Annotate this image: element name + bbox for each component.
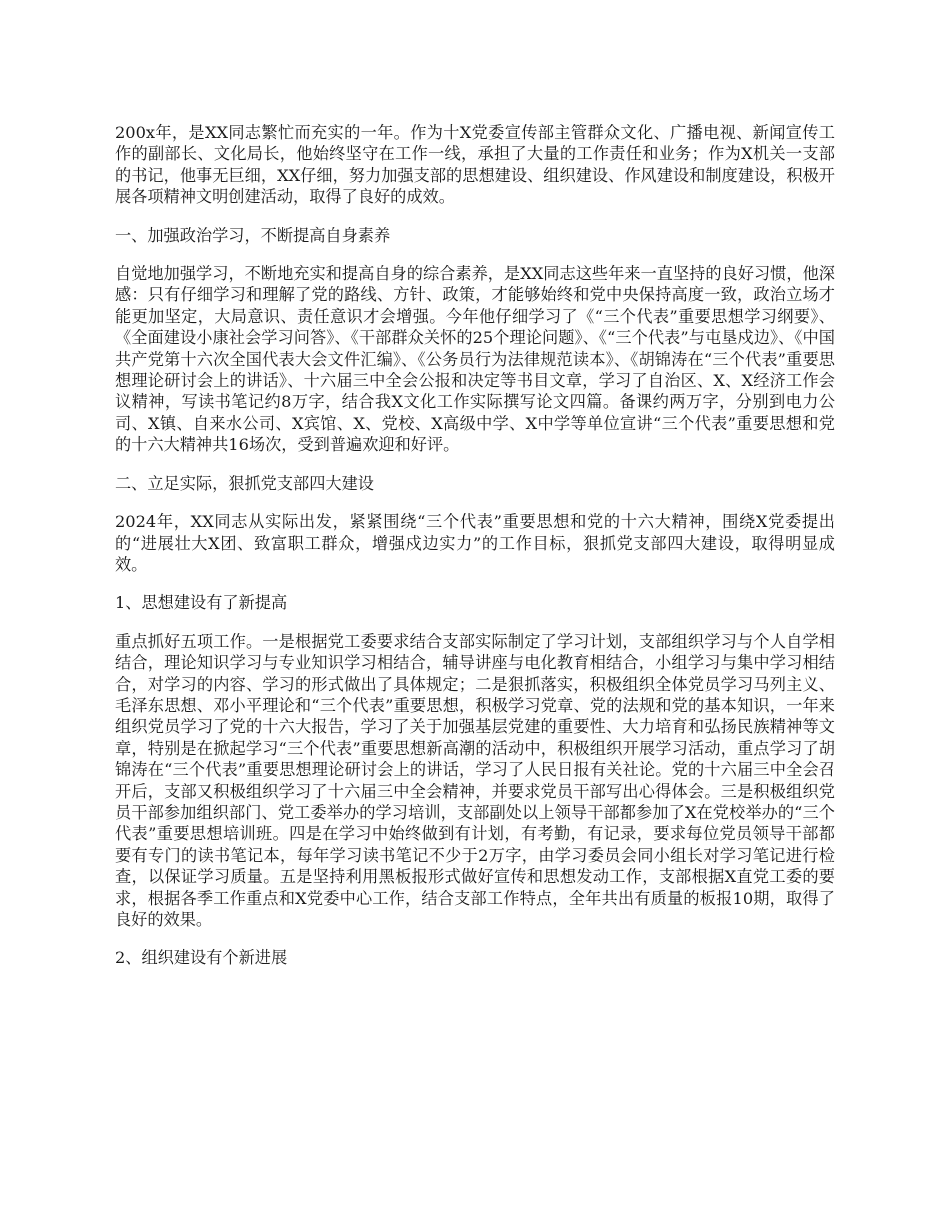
subsection-heading-1: 1、思想建设有了新提高 [115, 593, 288, 613]
subsection-1-paragraph: 重点抓好五项工作。一是根据党工委要求结合支部实际制定了学习计划，支部组织学习与个人自学相结合，理论知识学习与专业知识学习相结合，辅导讲座与电化教育相结合，小组学习与集中学习相结合，对学习的内容、学习的形式做出了具体规定；二是狠抓落实，积极组织全体党员学习马列主义、毛泽东思想、邓小平理论和“三个代表”重要思想，积极学习党章、党的法规和党的基本知识，一年来组织党员学习了党的十六大报告，学习了关于加强基层党建的重要性、大力培育和弘扬民族精神等文章，特别是在掀起学习“三个代表”重要思想新高潮的活动中，积极组织开展学习活动，重点学习了胡锦涛在“三个代表”重要思想理论研讨会上的讲话，学习了人民日报有关社论。党的十六届三中全会召开后，支部又积极组织学习了十六届三中全会精神，并要求党员干部写出心得体会。三是积极组织党员干部参加组织部门、党工委举办的学习培训，支部副处以上领导干部都参加了X在党校举办的“三个代表”重要思想培训班。四是在学习中始终做到有计划，有考勤，有记录，要求每位党员领导干部都要有专门的读书笔记本，每年学习读书笔记不少于2万字，由学习委员会同小组长对学习笔记进行检查，以保证学习质量。五是坚持利用黑板报形式做好宣传和思想发动工作，支部根据X直党工委的要求，根据各季工作重点和X党委中心工作，结合支部工作特点，全年共出有质量的板报10期，取得了良好的效果。 [115, 631, 835, 929]
subsection-heading-2: 2、组织建设有个新进展 [115, 948, 288, 968]
section-heading-1: 一、加强政治学习，不断提高自身素养 [115, 225, 391, 245]
section-heading-2: 二、立足实际，狠抓党支部四大建设 [115, 473, 374, 493]
section-2-paragraph: 2024年，XX同志从实际出发，紧紧围绕“三个代表”重要思想和党的十六大精神，围绕X党委提出的“进展壮大X团、致富职工群众，增强戍边实力”的工作目标，狠抓党支部四大建设，取得明显成效。 [115, 512, 835, 574]
intro-paragraph: 200x年，是XX同志繁忙而充实的一年。作为十X党委宣传部主管群众文化、广播电视、新闻宣传工作的副部长、文化局长，他始终坚守在工作一线，承担了大量的工作责任和业务；作为X机关一支部的书记，他事无巨细，XX仔细，努力加强支部的思想建设、组织建设、作风建设和制度建设，积极开展各项精神文明创建活动，取得了良好的成效。 [115, 123, 835, 207]
document-page [115, 122, 835, 986]
section-1-paragraph: 自觉地加强学习，不断地充实和提高自身的综合素养，是XX同志这些年来一直坚持的良好习惯，他深感：只有仔细学习和理解了党的路线、方针、政策，才能够始终和党中央保持高度一致，政治立场才能更加坚定，大局意识、责任意识才会增强。今年他仔细学习了《“三个代表”重要思想学习纲要》、《全面建设小康社会学习问答》、《干部群众关怀的25个理论问题》、《“三个代表”与屯垦戍边》、《中国共产党第十六次全国代表大会文件汇编》、《公务员行为法律规范读本》、《胡锦涛在“三个代表”重要思想理论研讨会上的讲话》、十六届三中全会公报和决定等书目文章，学习了自治区、X、X经济工作会议精神，写读书笔记约8万字，结合我X文化工作实际撰写论文四篇。备课约两万字，分别到电力公司、X镇、自来水公司、X宾馆、X、党校、X高级中学、X中学等单位宣讲“三个代表”重要思想和党的十六大精神共16场次，受到普遍欢迎和好评。 [115, 264, 835, 455]
